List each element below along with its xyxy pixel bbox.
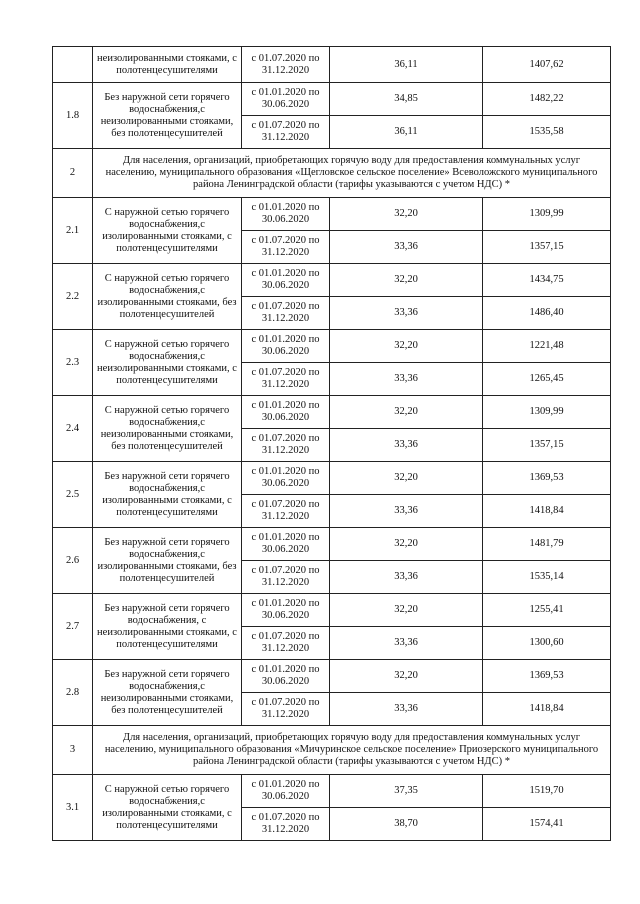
tariff-value-1: 33,36 — [330, 561, 483, 594]
row-description: С наружной сетью горячего водоснабжения,с изолированными стояками, с полотенцесушителями — [93, 775, 242, 841]
row-number: 2.1 — [53, 198, 93, 264]
period-cell: с 01.01.2020 по 30.06.2020 — [242, 396, 330, 429]
tariff-value-2: 1309,99 — [483, 396, 611, 429]
row-number: 2.7 — [53, 594, 93, 660]
tariff-value-1: 33,36 — [330, 363, 483, 396]
row-description: Без наружной сети горячего водоснабжения, с неизолированными стояками, с полотенцесушителями — [93, 594, 242, 660]
tariff-value-1: 33,36 — [330, 297, 483, 330]
tariff-value-1: 33,36 — [330, 495, 483, 528]
table-row — [53, 775, 611, 808]
period-cell: с 01.07.2020 по 31.12.2020 — [242, 47, 330, 83]
period-cell: с 01.01.2020 по 30.06.2020 — [242, 462, 330, 495]
period-cell: с 01.07.2020 по 31.12.2020 — [242, 231, 330, 264]
tariff-value-1: 32,20 — [330, 528, 483, 561]
tariff-value-1: 32,20 — [330, 594, 483, 627]
tariff-value-1: 32,20 — [330, 198, 483, 231]
tariff-value-1: 32,20 — [330, 396, 483, 429]
period-cell: с 01.07.2020 по 31.12.2020 — [242, 116, 330, 149]
tariff-value-1: 37,35 — [330, 775, 483, 808]
period-cell: с 01.07.2020 по 31.12.2020 — [242, 363, 330, 396]
tariff-value-2: 1407,62 — [483, 47, 611, 83]
section-number: 2 — [53, 149, 93, 198]
tariff-value-1: 36,11 — [330, 116, 483, 149]
tariff-value-2: 1486,40 — [483, 297, 611, 330]
tariff-value-2: 1265,45 — [483, 363, 611, 396]
tariff-table — [52, 46, 611, 841]
tariff-value-2: 1300,60 — [483, 627, 611, 660]
row-number: 2.8 — [53, 660, 93, 726]
tariff-value-1: 34,85 — [330, 83, 483, 116]
tariff-value-1: 32,20 — [330, 264, 483, 297]
row-number: 2.6 — [53, 528, 93, 594]
period-cell: с 01.07.2020 по 31.12.2020 — [242, 627, 330, 660]
period-cell: с 01.01.2020 по 30.06.2020 — [242, 198, 330, 231]
period-cell: с 01.07.2020 по 31.12.2020 — [242, 297, 330, 330]
tariff-value-1: 33,36 — [330, 627, 483, 660]
row-number: 2.4 — [53, 396, 93, 462]
period-cell: с 01.07.2020 по 31.12.2020 — [242, 429, 330, 462]
period-cell: с 01.01.2020 по 30.06.2020 — [242, 775, 330, 808]
tariff-value-2: 1535,58 — [483, 116, 611, 149]
table-row — [53, 83, 611, 116]
tariff-value-2: 1369,53 — [483, 462, 611, 495]
table-row — [53, 264, 611, 297]
row-description: Без наружной сети горячего водоснабжения,с изолированными стояками, без полотенцесушителей — [93, 528, 242, 594]
row-description: С наружной сетью горячего водоснабжения,с неизолированными стояками, с полотенцесушителями — [93, 330, 242, 396]
period-cell: с 01.01.2020 по 30.06.2020 — [242, 594, 330, 627]
table-row — [53, 660, 611, 693]
tariff-value-2: 1357,15 — [483, 231, 611, 264]
tariff-value-1: 36,11 — [330, 47, 483, 83]
row-description: Без наружной сети горячего водоснабжения,с неизолированными стояками, без полотенцесушителей — [93, 83, 242, 149]
period-cell: с 01.01.2020 по 30.06.2020 — [242, 264, 330, 297]
row-number: 1.8 — [53, 83, 93, 149]
table-row — [53, 462, 611, 495]
period-cell: с 01.01.2020 по 30.06.2020 — [242, 528, 330, 561]
tariff-value-2: 1481,79 — [483, 528, 611, 561]
tariff-value-2: 1221,48 — [483, 330, 611, 363]
row-number — [53, 47, 93, 83]
tariff-value-1: 38,70 — [330, 808, 483, 841]
tariff-value-1: 33,36 — [330, 693, 483, 726]
row-description: С наружной сетью горячего водоснабжения,с неизолированными стояками, без полотенцесушителей — [93, 396, 242, 462]
period-cell: с 01.07.2020 по 31.12.2020 — [242, 808, 330, 841]
tariff-value-2: 1418,84 — [483, 495, 611, 528]
row-description: неизолированными стояками, с полотенцесушителями — [93, 47, 242, 83]
table-row — [53, 396, 611, 429]
tariff-value-2: 1418,84 — [483, 693, 611, 726]
tariff-value-1: 32,20 — [330, 660, 483, 693]
row-number: 3.1 — [53, 775, 93, 841]
tariff-value-1: 33,36 — [330, 231, 483, 264]
tariff-value-2: 1535,14 — [483, 561, 611, 594]
tariff-value-1: 33,36 — [330, 429, 483, 462]
tariff-value-2: 1255,41 — [483, 594, 611, 627]
section-header-row — [53, 149, 611, 198]
period-cell: с 01.07.2020 по 31.12.2020 — [242, 693, 330, 726]
tariff-value-2: 1369,53 — [483, 660, 611, 693]
tariff-value-2: 1519,70 — [483, 775, 611, 808]
period-cell: с 01.07.2020 по 31.12.2020 — [242, 561, 330, 594]
period-cell: с 01.07.2020 по 31.12.2020 — [242, 495, 330, 528]
section-header-text: Для населения, организаций, приобретающих горячую воду для предоставления коммунальных услуг населению, муниципального образования «Мичуринское сельское поселение» Приозерского муниципального района Ленинградской области (тарифы указываются с учетом НДС) * — [93, 726, 611, 775]
section-header-row — [53, 726, 611, 775]
tariff-value-2: 1574,41 — [483, 808, 611, 841]
row-description: С наружной сетью горячего водоснабжения,с изолированными стояками, с полотенцесушителями — [93, 198, 242, 264]
table-row — [53, 330, 611, 363]
tariff-value-2: 1309,99 — [483, 198, 611, 231]
tariff-value-2: 1434,75 — [483, 264, 611, 297]
tariff-value-1: 32,20 — [330, 462, 483, 495]
section-header-text: Для населения, организаций, приобретающих горячую воду для предоставления коммунальных услуг населению, муниципального образования «Щегловское сельское поселение» Всеволожского муниципального района Ленинградской области (тарифы указываются с учетом НДС) * — [93, 149, 611, 198]
period-cell: с 01.01.2020 по 30.06.2020 — [242, 660, 330, 693]
tariff-table-body — [53, 47, 611, 841]
period-cell: с 01.01.2020 по 30.06.2020 — [242, 83, 330, 116]
row-number: 2.3 — [53, 330, 93, 396]
table-row — [53, 528, 611, 561]
row-number: 2.5 — [53, 462, 93, 528]
table-row — [53, 47, 611, 83]
row-description: Без наружной сети горячего водоснабжения,с изолированными стояками, с полотенцесушителями — [93, 462, 242, 528]
tariff-value-2: 1482,22 — [483, 83, 611, 116]
section-number: 3 — [53, 726, 93, 775]
row-description: Без наружной сети горячего водоснабжения,с неизолированными стояками, без полотенцесушителей — [93, 660, 242, 726]
table-row — [53, 594, 611, 627]
tariff-value-2: 1357,15 — [483, 429, 611, 462]
period-cell: с 01.01.2020 по 30.06.2020 — [242, 330, 330, 363]
tariff-value-1: 32,20 — [330, 330, 483, 363]
table-row — [53, 198, 611, 231]
row-number: 2.2 — [53, 264, 93, 330]
row-description: С наружной сетью горячего водоснабжения,с изолированными стояками, без полотенцесушителей — [93, 264, 242, 330]
